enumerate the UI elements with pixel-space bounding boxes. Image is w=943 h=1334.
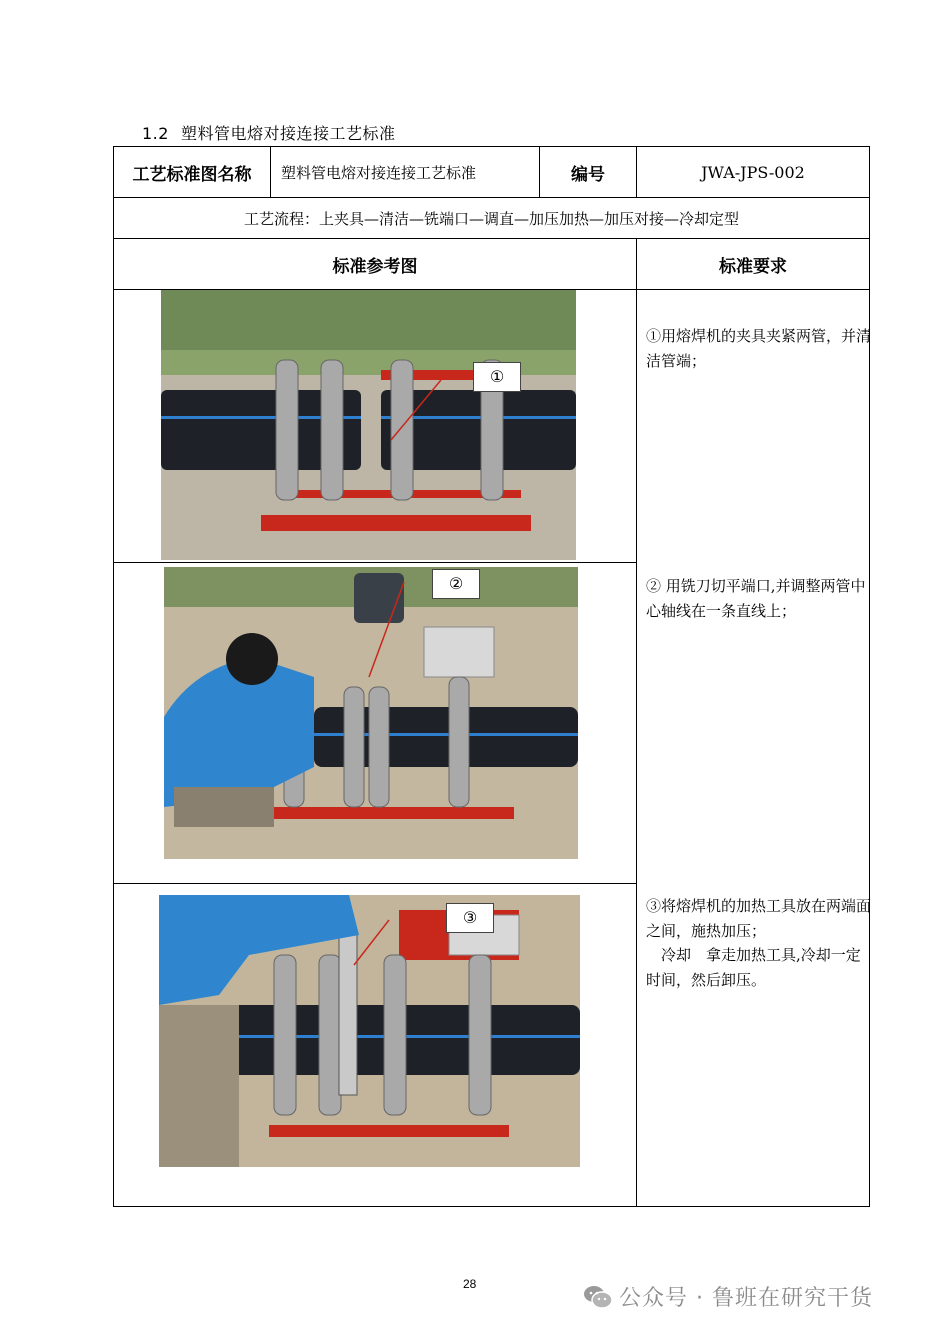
code-value-cell: JWA-JPS-002 bbox=[637, 147, 870, 198]
requirements-cell bbox=[637, 290, 870, 1207]
name-value-cell: 塑料管电熔对接连接工艺标准 bbox=[271, 147, 540, 198]
section-title bbox=[142, 121, 395, 144]
callout-1: ① bbox=[473, 362, 521, 392]
watermark bbox=[583, 1281, 873, 1312]
requirement-3-line-1: ③将熔焊机的加热工具放在两端面之间，施热加压； bbox=[646, 897, 872, 940]
photo-cell-3 bbox=[114, 884, 637, 1207]
process-standard-table bbox=[113, 146, 870, 1207]
process-flow: 工艺流程：上夹具—清洁—铣端口—调直—加压加热—加压对接—冷却定型 bbox=[114, 198, 870, 239]
wechat-icon bbox=[583, 1284, 613, 1310]
section-number: 1.2 bbox=[142, 124, 169, 143]
photo-cell-2 bbox=[114, 563, 637, 884]
requirement-2: ② 用铣刀切平端口,并调整两管中心轴线在一条直线上； bbox=[646, 577, 866, 620]
requirement-1: ①用熔焊机的夹具夹紧两管，并清洁管端； bbox=[646, 327, 872, 370]
code-label-cell: 编号 bbox=[540, 147, 637, 198]
reference-figure-header: 标准参考图 bbox=[114, 239, 637, 290]
page-number: 28 bbox=[463, 1277, 477, 1291]
requirement-3 bbox=[646, 894, 874, 992]
callout-3: ③ bbox=[446, 903, 494, 933]
requirement-3-line-2: 冷却 拿走加热工具,冷却一定时间，然后卸压。 bbox=[646, 946, 861, 989]
photo-cell-1 bbox=[114, 290, 637, 563]
name-label-cell: 工艺标准图名称 bbox=[114, 147, 271, 198]
photo-heating bbox=[159, 895, 580, 1167]
requirements-header: 标准要求 bbox=[637, 239, 870, 290]
section-heading: 塑料管电熔对接连接工艺标准 bbox=[180, 124, 396, 143]
photo-milling bbox=[164, 567, 578, 859]
watermark-text: 公众号 · 鲁班在研究干货 bbox=[619, 1286, 873, 1311]
callout-2: ② bbox=[432, 569, 480, 599]
photo-clamping bbox=[161, 290, 576, 560]
